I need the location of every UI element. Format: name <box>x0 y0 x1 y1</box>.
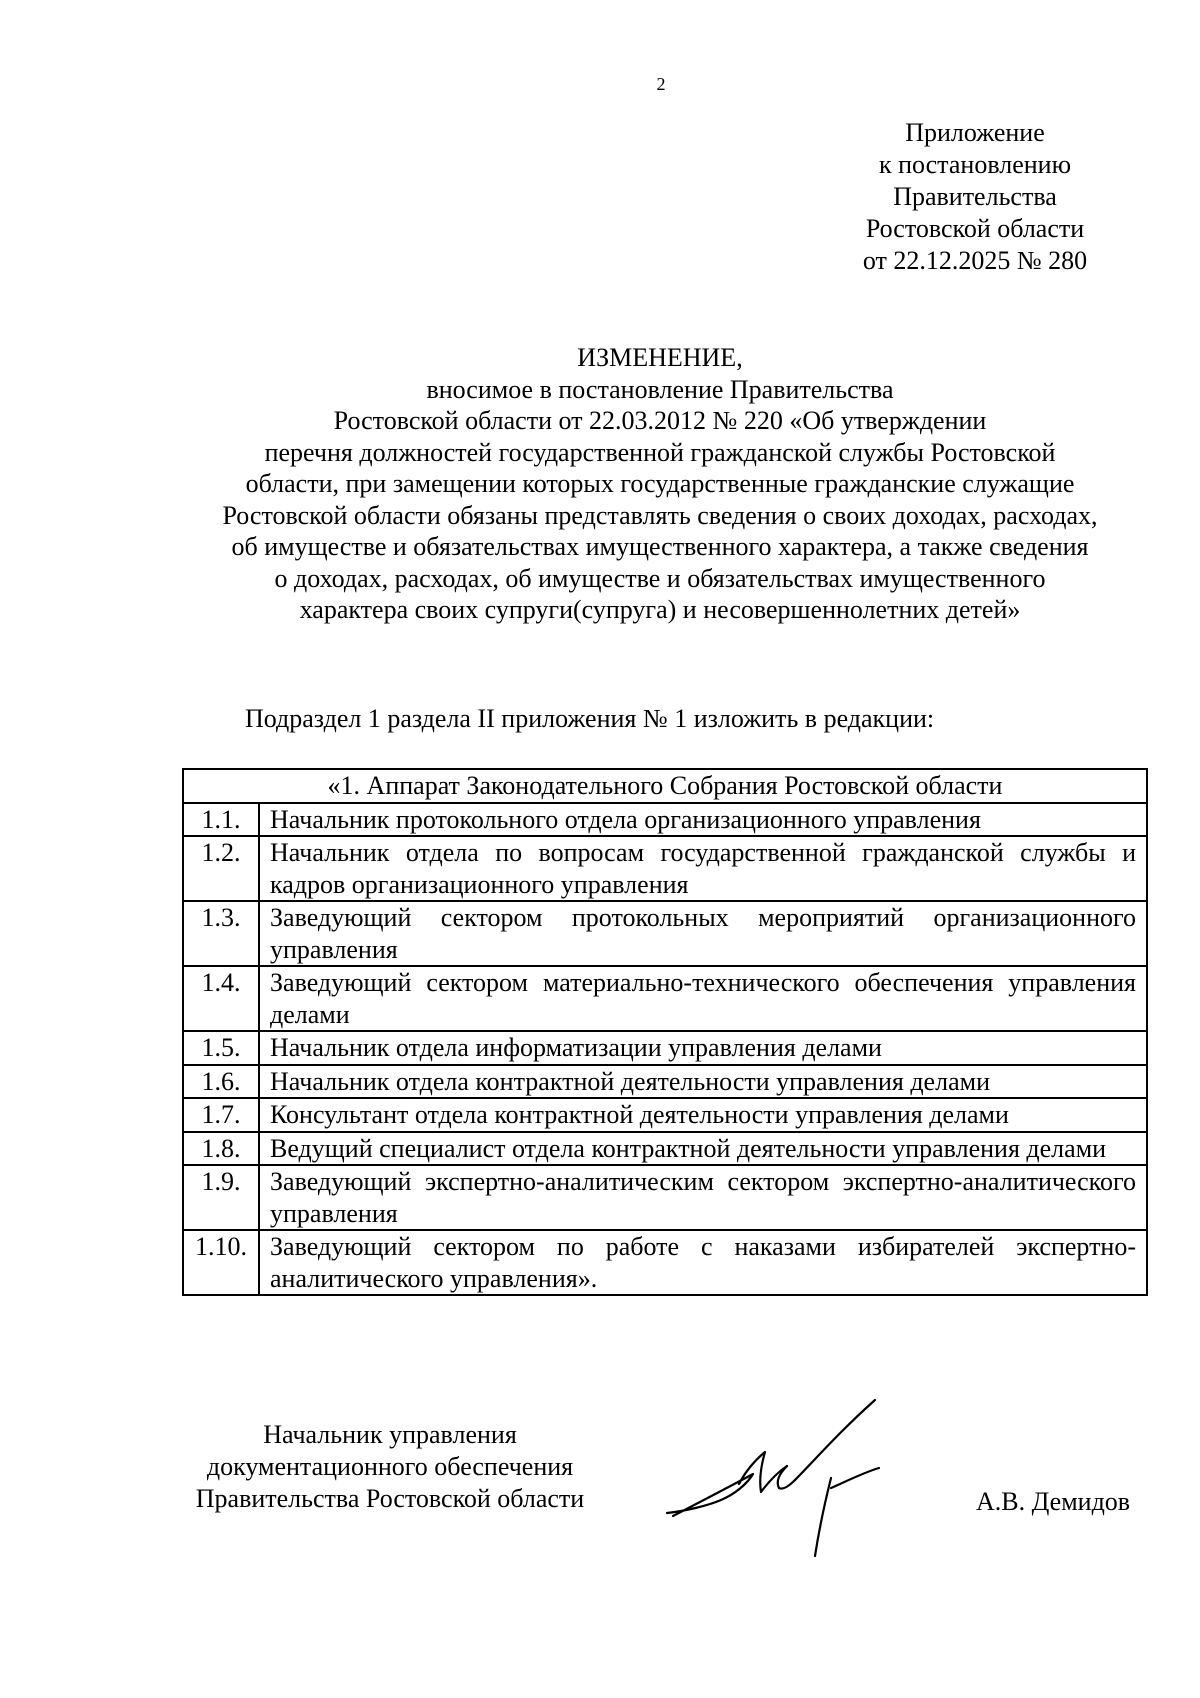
table-header: «1. Аппарат Законодательного Собрания Ростовской области <box>183 769 1147 803</box>
positions-table <box>182 768 1148 1296</box>
row-number: 1.1. <box>183 803 259 837</box>
row-number: 1.5. <box>183 1031 259 1065</box>
signatory-title <box>170 1419 610 1515</box>
appendix-line: Приложение <box>905 118 1045 147</box>
signatory-title-line: Начальник управления <box>263 1420 517 1449</box>
table-row <box>183 1230 1147 1295</box>
appendix-line: к постановлению <box>878 150 1072 179</box>
title-line: области, при замещении которых государственные гражданские служащие <box>245 469 1075 498</box>
row-position: Заведующий сектором протокольных мероприятий организационного управления <box>259 901 1147 966</box>
row-number: 1.8. <box>183 1132 259 1166</box>
title-heading: ИЗМЕНЕНИЕ, <box>577 343 743 372</box>
row-position: Ведущий специалист отдела контрактной деятельности управления делами <box>259 1132 1147 1166</box>
title-line: характера своих супруги(супруга) и несовершеннолетних детей» <box>299 595 1021 624</box>
row-position: Заведующий сектором по работе с наказами избирателей экспертно-аналитического управления». <box>259 1230 1147 1295</box>
table-row <box>183 836 1147 901</box>
row-number: 1.4. <box>183 966 259 1031</box>
row-number: 1.9. <box>183 1165 259 1230</box>
table-row <box>183 1098 1147 1132</box>
document-title <box>170 342 1150 626</box>
table-row <box>183 1065 1147 1099</box>
title-line: перечня должностей государственной гражданской службы Ростовской <box>264 437 1056 467</box>
signatory-name: А.В. Демидов <box>976 1487 1131 1516</box>
table-row <box>183 966 1147 1031</box>
row-position: Заведующий сектором материально-технического обеспечения управления делами <box>259 966 1147 1031</box>
table-row <box>183 901 1147 966</box>
row-number: 1.2. <box>183 836 259 901</box>
title-line: Ростовской области от 22.03.2012 № 220 «Об утверждении <box>333 406 987 435</box>
row-number: 1.6. <box>183 1065 259 1099</box>
table-header-row <box>183 769 1147 803</box>
table-row <box>183 1165 1147 1230</box>
appendix-block <box>840 117 1110 277</box>
row-position: Консультант отдела контрактной деятельности управления делами <box>259 1098 1147 1132</box>
row-position: Заведующий экспертно-аналитическим сектором экспертно-аналитического управления <box>259 1165 1147 1230</box>
row-position: Начальник отдела контрактной деятельности управления делами <box>259 1065 1147 1099</box>
table-row <box>183 1031 1147 1065</box>
title-line: о доходах, расходах, об имуществе и обязательствах имущественного <box>274 563 1046 593</box>
title-line: вносимое в постановление Правительства <box>426 374 894 404</box>
handwritten-signature <box>655 1398 935 1558</box>
row-position: Начальник отдела по вопросам государственной гражданской службы и кадров организационного управления <box>259 836 1147 901</box>
appendix-line: Правительства <box>893 182 1057 211</box>
row-number: 1.3. <box>183 901 259 966</box>
table-row <box>183 1132 1147 1166</box>
title-line: Ростовской области обязаны представлять сведения о своих доходах, расходах, <box>222 500 1098 530</box>
page-number: 2 <box>656 74 666 94</box>
row-position: Начальник отдела информатизации управления делами <box>259 1031 1147 1065</box>
title-line: об имуществе и обязательствах имущественного характера, а также сведения <box>231 532 1089 561</box>
appendix-line: Ростовской области <box>865 214 1085 243</box>
row-number: 1.10. <box>183 1230 259 1295</box>
appendix-line: от 22.12.2025 № 280 <box>862 246 1088 275</box>
row-number: 1.7. <box>183 1098 259 1132</box>
signatory-title-line: документационного обеспечения <box>206 1452 574 1481</box>
row-position: Начальник протокольного отдела организационного управления <box>259 803 1147 837</box>
table-row <box>183 803 1147 837</box>
signatory-title-line: Правительства Ростовской области <box>195 1484 585 1513</box>
instruction-text: Подраздел 1 раздела II приложения № 1 изложить в редакции: <box>245 704 935 733</box>
